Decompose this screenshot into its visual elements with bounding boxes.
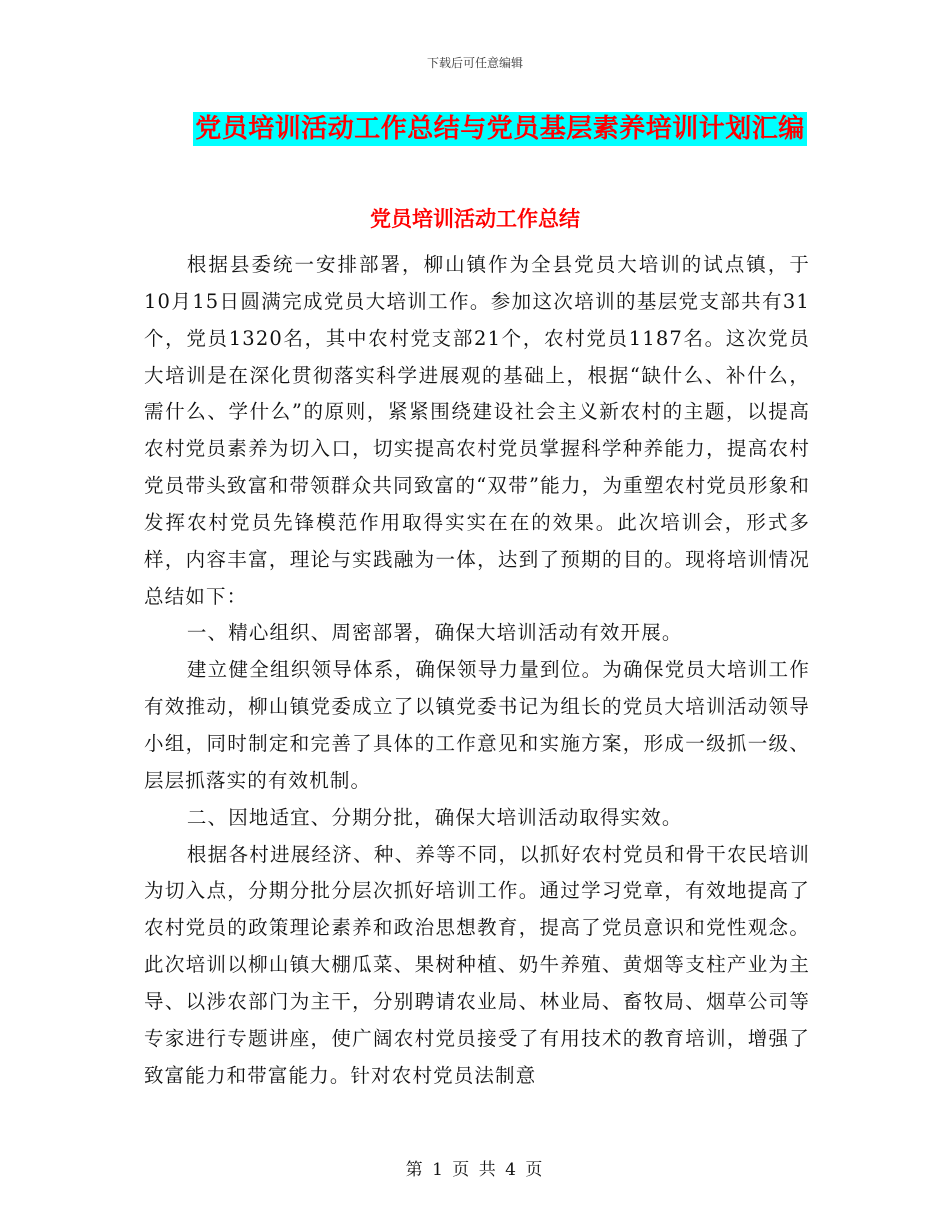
main-title-wrap bbox=[0, 112, 950, 146]
page-footer: 第 1 页 共 4 页 bbox=[405, 1160, 545, 1180]
heading-one: 一、精心组织、周密部署，确保大培训活动有效开展。 bbox=[186, 621, 683, 645]
body-text bbox=[144, 247, 810, 1094]
paragraph-intro: 根据县委统一安排部署，柳山镇作为全县党员大培训的试点镇，于10月15日圆满完成党员大培训工作。参加这次培训的基层党支部共有31个，党员1320名，其中农村党支部21个，农村党员1187名。这次党员大培训是在深化贯彻落实科学进展观的基础上，根据“缺什么、补什么，需什么、学什么”的原则，紧紧围绕建设社会主义新农村的主题，以提高农村党员素养为切入口，切实提高农村党员掌握科学种养能力，提高农村党员带头致富和带领群众共同致富的“双带”能力，为重塑农村党员形象和发挥农村党员先锋模范作用取得实实在在的效果。此次培训会，形式多样，内容丰富，理论与实践融为一体，达到了预期的目的。现将培训情况总结如下： bbox=[144, 253, 810, 608]
section-title: 党员培训活动工作总结 bbox=[370, 206, 580, 231]
heading-two: 二、因地适宜、分期分批，确保大培训活动取得实效。 bbox=[186, 805, 683, 829]
paragraph-leadership: 建立健全组织领导体系，确保领导力量到位。为确保党员大培训工作有效推动，柳山镇党委成立了以镇党委书记为组长的党员大培训活动领导小组，同时制定和完善了具体的工作意见和实施方案，形成一级抓一级、层层抓落实的有效机制。 bbox=[144, 658, 810, 792]
header-note: 下载后可任意编辑 bbox=[426, 56, 523, 70]
paragraph-training: 根据各村进展经济、种、养等不同，以抓好农村党员和骨干农民培训为切入点，分期分批分层次抓好培训工作。通过学习党章，有效地提高了农村党员的政策理论素养和政治思想教育，提高了党员意识和党性观念。此次培训以柳山镇大棚瓜菜、果树种植、奶牛养殖、黄烟等支柱产业为主导、以涉农部门为主干，分别聘请农业局、林业局、畜牧局、烟草公司等专家进行专题讲座，使广阔农村党员接受了有用技术的教育培训，增强了致富能力和带富能力。针对农村党员法制意 bbox=[144, 842, 810, 1087]
main-title: 党员培训活动工作总结与党员基层素养培训计划汇编 bbox=[195, 114, 805, 144]
